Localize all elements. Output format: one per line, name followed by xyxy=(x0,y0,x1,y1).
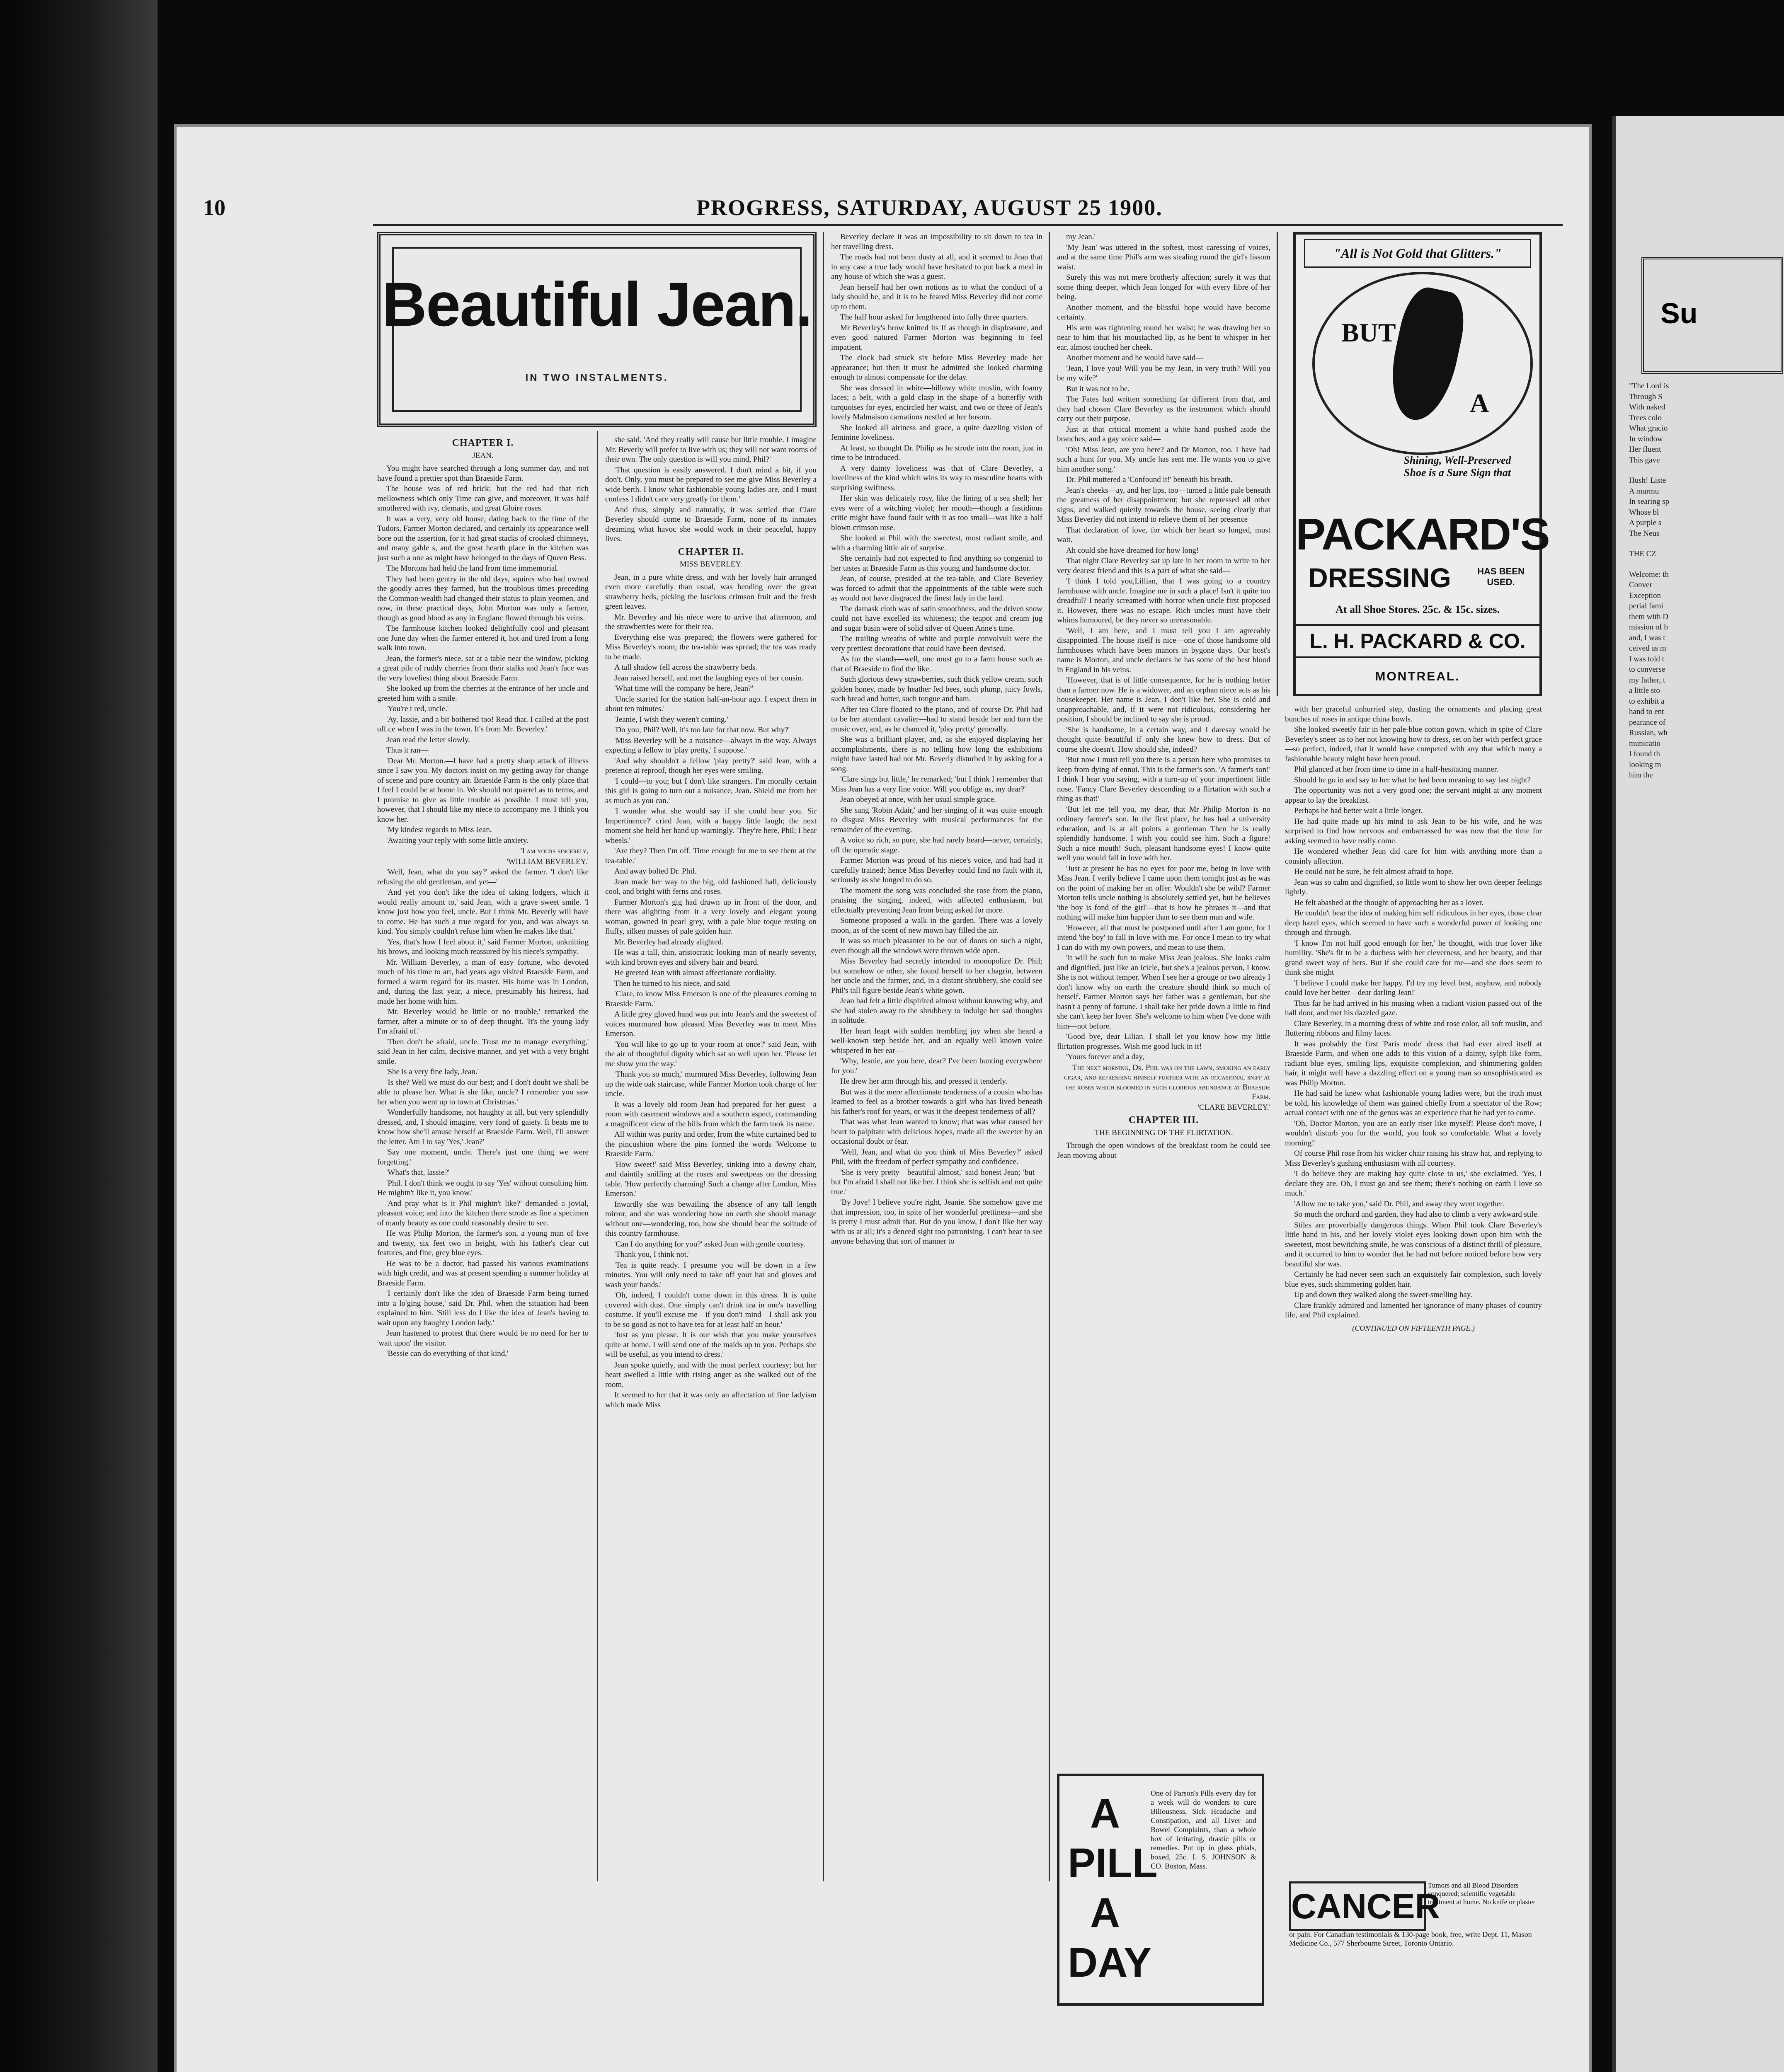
paragraph: She was dressed in white—billowy white muslin, with foamy laces; a belt, with a gold clasp in the shape of a butterfly with turquoises for eyes, encircled her waist, and two or three of Jean's lovely Malmaison carnations nestled at her bosom. xyxy=(831,383,1042,421)
paragraph: Thus far he had arrived in his musing when a radiant vision passed out of the hall door, and met his dazzled gaze. xyxy=(1285,999,1542,1017)
paragraph: 'Is she? Well we must do our best; and I don't doubt we shall be able to please her. What is she like, uncle? I remember you saw her when you went up to town at Christmas.' xyxy=(377,1078,589,1106)
paragraph: He felt abashed at the thought of approaching her as a lover. xyxy=(1294,898,1483,907)
paragraph: She was a brilliant player, and, as she enjoyed displaying her accomplishments, there is no telling how long the exhibitions might have lasted had not Mr. Beverly disturbed it by asking for a song. xyxy=(831,735,1042,773)
paragraph: Jean made her way to the big, old fashioned hall, deliciously cool, and bright with ferns and roses. xyxy=(605,877,817,896)
paragraph: Surely this was not mere brotherly affection; surely it was that some thing deeper, which Jean longed for with every fibre of her being. xyxy=(1057,273,1270,301)
paragraph: Jean raised herself, and met the laughing eyes of her cousin. xyxy=(614,673,804,683)
paragraph: to converse xyxy=(1629,665,1665,674)
paragraph: Thus it ran— xyxy=(386,746,429,755)
cancer-ad-headline: CANCER xyxy=(1289,1881,1426,1931)
paragraph: "The Lord is xyxy=(1629,382,1669,390)
paragraph: A murmu xyxy=(1629,487,1659,496)
paragraph: 'Say one moment, uncle. There's just one thing we were forgetting.' xyxy=(377,1148,589,1167)
paragraph: With naked xyxy=(1629,403,1665,411)
column-text xyxy=(831,232,1042,1247)
pill-a-day-ad xyxy=(1057,1774,1264,2006)
column-rule-3 xyxy=(1049,232,1050,1881)
story-column-5 xyxy=(1285,704,1542,1865)
paragraph: Phil glanced at her from time to time in a half-hesitating manner. xyxy=(1294,765,1498,774)
chapter-subheading: MISS BEVERLEY. xyxy=(679,560,742,569)
paragraph: 'Miss Beverley will be a nuisance—always in the way. Always expecting a fellow to 'play pretty,' I suppose.' xyxy=(605,736,817,755)
paragraph: He had quite made up his mind to ask Jean to be his wife, and he was surprised to find how nervous and embarrassed he was now that the time for asking seemed to have really come. xyxy=(1285,817,1542,845)
paragraph: with her graceful unhurried step, dusting the ornaments and placing great bunches of roses in antique china bowls. xyxy=(1285,705,1542,724)
paragraph: 'By Jove! I believe you're right, Jeanie. She somehow gave me that impression, too, in spite of her wonderful prettiness—and she is pretty I must admit that. But do you know, I don't like her way with us at all; it's a denced sight too patronising. I can't bear to see anyone behaving that sort of manner to xyxy=(831,1198,1042,1246)
letter-signature: 'WILLIAM BEVERLEY.' xyxy=(507,857,589,866)
masthead xyxy=(203,195,1571,224)
paragraph: Jean, the farmer's niece, sat at a table near the window, picking a great pile of ruddy cherries from their stalks and Jean's face was the very loveliest thing about Braeside Farm. xyxy=(377,654,589,683)
paragraph: 'But let me tell you, my dear, that Mr Philip Morton is no ordinary farmer's son. In the first place, he has had a university education, and is at all points a gentleman Then he is really splendidly handsome. I wish you could see him. Such a figure! Such a nice mouth! Such, pleasant handsome eyes! I know quite well you would fall in love with her. xyxy=(1057,805,1270,862)
paragraph: 'Yes, that's how I feel about it,' said Farmer Morton, unknitting his brows, and looking much reassured by his niece's sympathy. xyxy=(377,937,589,956)
paragraph: 'However, all that must be postponed until after I am gone, for I intend 'the boy' to fall in love with me. For once I mean to try what I can do with my own powers, and mean to use them. xyxy=(1057,923,1270,952)
paragraph: At least, so thought Dr. Philip as he strode into the room, just in time to be introduced. xyxy=(831,443,1042,462)
paragraph: What gracio xyxy=(1629,424,1668,433)
paragraph: them with D xyxy=(1629,612,1668,621)
paragraph: 'She is a very fine lady, Jean.' xyxy=(386,1067,479,1076)
paragraph: In window xyxy=(1629,434,1663,443)
paragraph: 'Do you, Phil? Well, it's too late for that now. But why?' xyxy=(614,726,790,734)
paragraph: my father, t xyxy=(1629,675,1665,685)
paragraph: Another moment and he would have said— xyxy=(1066,353,1204,362)
paragraph: His arm was tightening round her waist; he was drawing her so near to him that his moustached lip, as he bent to whisper in her ear, almost touched her cheek. xyxy=(1057,323,1270,352)
paragraph: Farmer Morton was proud of his niece's voice, and had had it carefully trained; hence Miss Beverley could find no fault with it, seriously as she longed to do so. xyxy=(831,856,1042,884)
paragraph: After tea Clare floated to the piano, and of course Dr. Phil had to be her attendant cavalier—had to stand beside her and turn the music over, and, as he chanced it, 'play pretty' generally. xyxy=(831,705,1042,733)
paragraph: The roads had not been dusty at all, and it seemed to Jean that in any case a true lady would have hesitated to put back a meal in any house of which she was a guest. xyxy=(831,253,1042,281)
paragraph: 'Ay, lassie, and a bit bothered too! Read that. I called at the post off.ce when I was in the town. It's from Mr. Beverley.' xyxy=(377,715,589,733)
ad-a: A xyxy=(1470,388,1489,418)
paragraph: Jean, in a pure white dress, and with her lovely hair arranged even more carefully than usual, was bending over the great strawberry beds, picking the luscious crimson fruit and the fresh green leaves. xyxy=(605,573,817,611)
paragraph: Farmer Morton's gig had drawn up in front of the door, and there was alighting from it a very lovely and elegant young woman, gowned in pearl grey, with a pale blue toque resting on fluffy, silken masses of pale golden hair. xyxy=(605,898,817,936)
paragraph: 'That question is easily answered. I don't mind a bit, if you don't. Only, you must be prepared to see me give Miss Beverley a wide berth. I know what fashionable young ladies are, and I must confess I didn't care very greatly for them.' xyxy=(605,465,817,503)
paragraph: Dr. Phil muttered a 'Confound it!' beneath his breath. xyxy=(1066,475,1233,484)
paragraph: Exception xyxy=(1629,591,1661,600)
paragraph: 'Clare, to know Miss Emerson is one of the pleasures coming to Braeside Farm.' xyxy=(605,990,817,1008)
paragraph: A purple s xyxy=(1629,518,1662,527)
paragraph: Trees colo xyxy=(1629,413,1662,422)
paragraph: It was probably the first 'Paris mode' dress that had ever aired itself at Braeside Farm, and when one adds to this vision of a dainty, sylph like form, radiant blue eyes, smiling lips, exquisite complexion, and shimmering golden hair, it might well have a dazzling effect on a young man so unsophisticated as was Philip Morton. xyxy=(1285,1039,1542,1087)
paragraph: It was a lovely old room Jean had prepared for her guest—a room with casement windows and a southern aspect, commanding a magnificent view of the hills from which the farm took its name. xyxy=(605,1100,817,1128)
ad-shining: Shining, Well-Preserved Shoe is a Sure Sign that xyxy=(1403,454,1511,479)
paragraph: Clare frankly admired and lamented her ignorance of many phases of country life, and Phil explained. xyxy=(1285,1301,1542,1319)
ad-maker: L. H. PACKARD & CO. xyxy=(1296,624,1539,658)
paragraph: 'Then don't be afraid, uncle. Trust me to manage everything,' said Jean in her calm, decisive manner, and yet with a very bright smile. xyxy=(377,1037,589,1066)
paragraph: Jean's cheeks—ay, and her lips, too—turned a little pale beneath the greatness of her disappointment; but she repressed all other signs, and walked quietly towards the house, seeing clearly that Miss Beverley did not intend to relieve them of her presence xyxy=(1057,486,1270,524)
paragraph: 'Awaiting your reply with some little anxiety. xyxy=(386,836,528,845)
paragraph: Through S xyxy=(1629,392,1663,401)
paragraph: A very dainty loveliness was that of Clare Beverley, a loveliness of the kind which wins its way to masculine hearts with surprising swiftness. xyxy=(831,464,1042,492)
column-text xyxy=(605,435,817,544)
paragraph: 'Thank you, I think not.' xyxy=(614,1250,690,1259)
paragraph: Jean obeyed at once, with her usual simple grace. xyxy=(840,795,996,804)
paragraph: 'Phil. I don't think we ought to say 'Yes' without consulting him. He mightn't like it, you know.' xyxy=(377,1179,589,1197)
paragraph: Stiles are proverbially dangerous things. When Phil took Clare Beverley's little hand in his, and her lovely violet eyes looking down upon him with the sweetest, most bewitching smile, he was conscious of a distinct thrill of pleasure, and it occurred to him to wonder that he had not before noticed before how very beautiful she was. xyxy=(1285,1220,1542,1268)
masthead-rule xyxy=(373,224,1563,226)
paragraph: Miss Beverley had secretly intended to monopolize Dr. Phil; but somehow or other, she found herself to her chagrin, between her uncle and the farmer, and, in a distant shrubbery, she could see Phil's tall figure beside Jean's white gown. xyxy=(831,957,1042,995)
paragraph: 'What's that, lassie?' xyxy=(386,1168,450,1177)
paragraph: Just at that critical moment a white hand pushed aside the branches, and a gay voice said— xyxy=(1057,425,1270,443)
ad-stores: At all Shoe Stores. 25c. & 15c. sizes. xyxy=(1336,603,1500,615)
paragraph: They had been gentry in the old days, squires who had owned the goodly acres they farmed, but the troublous times preceding the Common-wealth had changed their status to plain yeomen, and now, in these practical days, John Morton was only a farmer, though as good blood as any in Englanc flowed through his veins. xyxy=(377,574,589,622)
paragraph: He had said he knew what fashionable young ladies were, but the truth must be told, his knowledge of them was gained chiefly from a spectator of the Row; actual contact with one of the genus was an experience that he had yet to come. xyxy=(1285,1089,1542,1117)
letter-closing: 'I am yours sincerely, xyxy=(521,847,589,855)
paragraph: Through the open windows of the breakfast room he could see Jean moving about xyxy=(1057,1141,1270,1160)
paragraph: 'Why, Jeanie, are you here, dear? I've been hunting everywhere for you.' xyxy=(831,1057,1042,1075)
column-rule-2 xyxy=(823,232,824,1881)
paragraph: THE CZ xyxy=(1629,549,1656,558)
ad-has-been-used: HAS BEEN USED. xyxy=(1477,566,1525,587)
paragraph: 'Jeanie, I wish they weren't coming.' xyxy=(614,715,728,724)
paragraph: This gave xyxy=(1629,455,1660,465)
paragraph: Mr. William Beverley, a man of easy fortune, who devoted much of his time to art, had years ago visited Braeside Farm, and formed a warm regard for its master. His home was in London, and, during the last year, a niece, presumably his heiress, had made her home with him. xyxy=(377,958,589,1006)
pill-ad-headline: A PILL A DAY xyxy=(1068,1790,1158,1986)
column-text xyxy=(605,573,817,1410)
paragraph: Mr. Beverley and his niece were to arrive that afternoon, and the strawberries were for their tea. xyxy=(605,612,817,631)
paragraph: 'How sweet!' said Miss Beverley, sinking into a downy chair, and daintily sniffing at the roses and sweetpeas on the dressing table. 'How perfectly charming! Such a change after London, Miss Emerson.' xyxy=(605,1160,817,1198)
paragraph: The clock had struck six before Miss Beverley made her appearance; but then it must be admitted she looked charming enough to almost compensate for the delay. xyxy=(831,353,1042,382)
paragraph: Jean had felt a little dispirited almost without knowing why, and she had stolen away to the shrubbery to indulge her sad thoughts in solitude. xyxy=(831,997,1042,1025)
column-rule-1 xyxy=(597,431,598,1881)
paragraph: That night Clare Beverley sat up late in her room to write to her very dearest friend and this is a part of what she said— xyxy=(1057,557,1270,575)
column-text xyxy=(1629,381,1778,780)
adjacent-page-heading-box: Su xyxy=(1641,257,1783,374)
paragraph: 'Yours forever and a day, xyxy=(1066,1053,1144,1061)
paragraph: 'Just as you please. It is our wish that you make yourselves quite at home. I will send one of the maids up to you. Perhaps she will be useful, as you intend to dress.' xyxy=(605,1331,817,1359)
chapter-subheading: THE BEGINNING OF THE FLIRTATION. xyxy=(1094,1128,1233,1137)
paragraph: Mr Beverley's brow knitted its If as though in displeasure, and even good natured Farmer Morton was beginning to feel impatient. xyxy=(831,323,1042,352)
paragraph: And thus, simply and naturally, it was settled that Clare Beverley should come to Braeside Farm, none of its inmates dreaming what havoc she would work in their peaceful, happy lives. xyxy=(605,505,817,543)
paragraph: A little grey gloved hand was put into Jean's and the sweetest of voices murmured how pleased Miss Beverley was to meet Miss Emerson. xyxy=(605,1010,817,1038)
paragraph: municatio xyxy=(1629,739,1660,748)
paragraph: He could not be sure, he felt almost afraid to hope. xyxy=(1294,867,1454,876)
paragraph: The Fates had written something far different from that, and they had chosen Clare Beverley as the instrument which should carry out their purpose. xyxy=(1057,395,1270,423)
paragraph: 'And why shouldn't a fellow 'play pretty?' said Jean, with a pretence at reproof, though her eyes were smiling. xyxy=(605,756,817,775)
paragraph: Whose bl xyxy=(1629,508,1659,517)
ad-quote: "All is Not Gold that Glitters." xyxy=(1304,239,1531,268)
paragraph: 'You're t red, uncle.' xyxy=(386,704,449,713)
paragraph: 'And yet you don't like the idea of taking lodgers, which it would really amount to,' said Jean, with a grave sweet smile. 'I know just how you feel, uncle. But I think Mr. Beverly will have to come. He has such a true regard for you, and was always so kind. You simply couldn't refuse him when he makes like that.' xyxy=(377,888,589,936)
paragraph: 'I know I'm not half good enough for her,' he thought, with true lover like humility. 'She's fit to be a duchess with her cleverness, and her beauty, and that grand sweet way of hers. But if she could care for me—and she does seem to think she might xyxy=(1285,939,1542,977)
paragraph: Another moment, and the blissful hope would have become certainty. xyxy=(1057,303,1270,322)
paragraph: 'I do believe they are making hay quite close to us,' she exclaimed. 'Yes, I declare they are. Oh, I must go and see them; there's nothing on earth I love so much.' xyxy=(1285,1169,1542,1198)
paragraph: She sang 'Robin Adair,' and her singing of it was quite enough to disgust Miss Beverley with musical performances for the remainder of the evening. xyxy=(831,806,1042,834)
column-text xyxy=(377,464,589,1359)
paragraph: 'Dear Mr. Morton.—I have had a pretty sharp attack of illness since I saw you. My doctors insist on my getting away for change of scene and pure country air. Braeside Farm is the only place that I feel I could be at home in. We should not quarrel as to terms, and I promise to give as little trouble as possible. I must tell you, however, that I should like my niece to accompany me. I think you know her. xyxy=(377,756,589,824)
paragraph: The house was of red brick; but the red had that rich mellowness which only Time can give, and moreover, it was half smothered with ivy, clematis, and great Gloire roses. xyxy=(377,484,589,513)
paragraph: 'You will like to go up to your room at once?' said Jean, with the air of thoughtful dignity which sat so well upon her. 'Please let me show you the way.' xyxy=(605,1040,817,1068)
paragraph: 'However, that is of little consequence, for he is nothing better than a farmer now. He is a widower, and an orphan niece acts as his housekeeper. Her name is Jean. I don't like her. She is cold and unapproachable, and, if it were not ridiculous, considering her position, I should be inclined to say she is proud. xyxy=(1057,676,1270,724)
paragraph: 'Good bye, dear Lilian. I shall let you know how my little flirtation progresses. Wish me good luck in it! xyxy=(1057,1032,1270,1051)
paragraph: 'What time will the company be here, Jean?' xyxy=(614,684,753,693)
paragraph: He was to be a doctor, had passed his various examinations with high credit, and was at present spending a summer holiday at Braeside Farm. xyxy=(377,1259,589,1288)
paragraph: She looked at Phil with the sweetest, most radiant smile, and with a charming little air of surprise. xyxy=(831,534,1042,552)
paragraph: The damask cloth was of satin smoothness, and the driven snow could not have excelled its whiteness; the teapot and cream jug and sugar basin were of solid silver of Queen Anne's time. xyxy=(831,604,1042,633)
paragraph: 'Clare sings but little,' he remarked; 'but I think I remember that Miss Jean has a very fine voice. Will you oblige us, my dear?' xyxy=(831,775,1042,794)
cancer-ad-text: or pain. For Canadian testimonials & 130-page book, free, write Dept. 11, Mason Medicine Co., 577 Sherbourne Street, Toronto Ontario. xyxy=(1289,1930,1532,1947)
paragraph: He drew her arm through his, and pressed it tenderly. xyxy=(840,1077,1008,1086)
paragraph: It seemed to her that it was only an affectation of fine ladyism which made Miss xyxy=(605,1391,817,1409)
adjacent-page-column xyxy=(1629,381,1778,1881)
paragraph: 'I wonder what she would say if she could hear you. Sir Impertinence?' cried Jean, with a happy little laugh; the next moment she held her hand up warningly. 'They're here, Phil; I hear wheels.' xyxy=(605,807,817,845)
paragraph: 'She is very pretty—beautiful almost,' said honest Jean; 'but—but I'm afraid I shall not like her. I think she is selfish and not quite true.' xyxy=(831,1168,1042,1196)
paragraph: She certainly had not expected to find anything so congenial to her tastes at Braeside Farm as this young and handsome doctor. xyxy=(831,554,1042,573)
column-text xyxy=(1057,232,1270,1160)
chapter-subheading: JEAN. xyxy=(472,451,494,460)
paragraph: So much the orchard and garden, they had also to climb a very awkward stile. xyxy=(1294,1210,1539,1219)
paragraph: Hush! Liste xyxy=(1629,476,1666,485)
paragraph: He greeted Jean with almost affectionate cordiality. xyxy=(614,968,776,977)
paragraph: Her fluent xyxy=(1629,445,1661,454)
paragraph: He wondered whether Jean did care for him with anything more than a cousinly affection. xyxy=(1285,847,1542,866)
paragraph: Jean herself had her own notions as to what the conduct of a lady should be, and it is to be feared Miss Beverley did not come up to them. xyxy=(831,283,1042,311)
story-title-box xyxy=(377,232,817,427)
story-column-3 xyxy=(831,232,1042,1865)
paragraph: to exhibit a xyxy=(1629,697,1665,706)
paragraph: 'Thank you so much,' murmured Miss Beverley, following Jean up the wide oak staircase, while Farmer Morton took charge of her uncle. xyxy=(605,1070,817,1098)
paragraph: hand to ent xyxy=(1629,707,1664,716)
paragraph: my Jean.' xyxy=(1066,232,1096,241)
paragraph: 'Tea is quite ready. I presume you will be down in a few minutes. You will only need to take off your hat and gloves and wash your hands.' xyxy=(605,1261,817,1289)
paragraph: Someone proposed a walk in the garden. There was a lovely moon, as of the scent of new mown hay filled the air. xyxy=(831,916,1042,935)
paragraph: 'She is handsome, in a certain way, and I daresay would be thought quite beautiful if only she knew how to dress. But of course she doesn't. How should she, indeed? xyxy=(1057,725,1270,754)
paragraph: She looked all airiness and grace, a quite dazzling vision of feminine loveliness. xyxy=(831,423,1042,442)
paragraph: The trailing wreaths of white and purple convolvuli were the very prettiest decorations that could have been devised. xyxy=(831,634,1042,653)
paragraph: The Mortons had held the land from time immemorial. xyxy=(386,564,559,573)
paragraph: That was what Jean wanted to know; that was what caused her heart to palpitate with delicious hopes, made all the sweeter by an occasional doubt or fear. xyxy=(831,1118,1042,1146)
paragraph: He was a tall, thin, aristocratic looking man of nearly seventy, with kind brown eyes and silvery hair and beard. xyxy=(605,948,817,967)
paragraph: 'But now I must tell you there is a person here who promises to keep from dying of ennui. This is the farmer's son. 'A farmer's son!' I think I hear you saying, with a turn-up of your impertinent little nose. 'Fancy Clare Beverley descending to a flirtation with such a thing as that!' xyxy=(1057,755,1270,803)
paragraph: Certainly he had never seen such an exquisitely fair complexion, such lovely blue eyes, such shimmering golden hair. xyxy=(1285,1270,1542,1289)
paragraph: Clare Beverley, in a morning dress of white and rose color, all soft muslin, and fluttering ribbons and filmy laces. xyxy=(1285,1019,1542,1038)
ad-city: MONTREAL. xyxy=(1375,670,1460,683)
paragraph: mission of b xyxy=(1629,623,1668,632)
chapter-heading: CHAPTER II. xyxy=(678,546,744,557)
paragraph: Jean hastened to protest that there would be no need for her to 'wait upon' the visitor. xyxy=(377,1329,589,1348)
story-column-4 xyxy=(1057,232,1270,1761)
paragraph: 'Well, Jean, what do you say?' asked the farmer. 'I don't like refusing the old gentleman, and yet—' xyxy=(377,868,589,886)
paragraph: In searing sp xyxy=(1629,497,1670,506)
letter-closing: The next morning, Dr. Phil was on the lawn, smoking an early cigar, and refreshing himself further with an occasional sniff at the roses which bloomed in such glorious abundance at Braeside Farm. xyxy=(1064,1063,1270,1101)
column-rule-4 xyxy=(1277,232,1278,696)
masthead-title: PROGRESS, SATURDAY, AUGUST 25 1900. xyxy=(696,195,1163,220)
paragraph: 'Allow me to take you,' said Dr. Phil, and away they went together. xyxy=(1294,1199,1505,1208)
continued-note: (CONTINUED ON FIFTEENTH PAGE.) xyxy=(1352,1324,1475,1332)
paragraph: she said. 'And they really will cause but little trouble. I imagine Mr. Beverly will prefer to live with us; they will not want rooms of their own. The only question is will you mind, Phil?' xyxy=(605,436,817,464)
scan-margin-left xyxy=(0,0,158,2072)
paragraph: The farmhouse kitchen looked delightfully cool and pleasant one June day when the farmer entered it, hot and tired from a long walk into town. xyxy=(377,624,589,652)
paragraph: 'I believe I could make her happy. I'd try my level best, anyhow, and nobody could love her better—dear darling Jean!' xyxy=(1285,978,1542,997)
paragraph: 'Can I do anything for you?' asked Jean with gentle courtesy. xyxy=(614,1239,805,1249)
story-column-1 xyxy=(377,435,589,1865)
paragraph: That declaration of love, for which her heart so longed, must wait. xyxy=(1057,525,1270,544)
column-text xyxy=(1285,704,1542,1333)
paragraph: 'Oh, indeed, I couldn't come down in this dress. It is quite covered with dust. One simply can't drink tea in one's travelling costume. If you'll excuse me—if you don't mind—I shall ask you to be so good as not to have tea for at least half an hour.' xyxy=(605,1291,817,1329)
paragraph: a little sto xyxy=(1629,686,1660,695)
story-column-2 xyxy=(605,435,817,1865)
paragraph: 'Just at present he has no eyes for poor me, being in love with Miss Jean. I verily believe I came upon them tonight just as he was on the point of making her an offer. Wouldn't she be wild? Farmer Morton tells uncle nothing is absolutely settled yet, but he believes 'the boy is fond of the girl'—that is how he phrases it—and that nothing will make him happier than to see them man and wife. xyxy=(1057,864,1270,922)
chapter-heading: CHAPTER I. xyxy=(452,438,514,448)
pill-ad-text: One of Parson's Pills every day for a week will do wonders to cure Biliousness, Sick Headache and Constipation, and all Liver and Bowel Complaints, than a whole box of irritating, drastic pills or remedies. Put up in glass phials, boxed, 25c. I. S. JOHNSON & CO. Boston, Mass. xyxy=(1151,1789,1256,1870)
paragraph: The half hour asked for lengthened into fully three quarters. xyxy=(840,313,1029,322)
paragraph: Up and down they walked along the sweet-smelling hay. xyxy=(1294,1290,1472,1299)
letter-signature: 'CLARE BEVERLEY.' xyxy=(1197,1103,1270,1112)
paragraph: I found th xyxy=(1629,750,1660,758)
paragraph: looking m xyxy=(1629,760,1661,769)
paragraph: him the xyxy=(1629,771,1653,779)
paragraph: Her heart leapt with sudden trembling joy when she heard a well-known step beside her, and an equally well known voice whispered in her ear— xyxy=(831,1026,1042,1055)
paragraph: Russian, wh xyxy=(1629,729,1668,737)
paragraph: All within was purity and order, from the white curtained bed to the pincushion where the pins formed the words 'Welcome to Braeside Farm.' xyxy=(605,1130,817,1158)
paragraph: 'Jean, I love you! Will you be my Jean, in very truth? Will you be my wife?' xyxy=(1057,364,1270,382)
paragraph: 'Oh! Miss Jean, are you here? and Dr Morton, too. I have had such a hunt for you. My uncle has sent me. He wants you to give him another song.' xyxy=(1057,445,1270,474)
paragraph: She looked up from the cherries at the entrance of her uncle and greeted him with a smile. xyxy=(377,684,589,703)
paragraph: 'I certainly don't like the idea of Braeside Farm being turned into a lo'ging house,' said Dr. Phil. when the situation had been explained to him. 'Still less do I like the idea of Jean's having to wait upon any haughty London lady.' xyxy=(377,1289,589,1327)
chapter-heading: CHAPTER III. xyxy=(1128,1115,1199,1126)
paragraph: I was told t xyxy=(1629,654,1664,663)
paragraph: Jean was so calm and dignified, so little wont to show her own deeper feelings lightly. xyxy=(1285,878,1542,896)
paragraph: Conver xyxy=(1629,581,1652,589)
paragraph: pearance of xyxy=(1629,718,1666,727)
paragraph: Everything else was prepared; the flowers were gathered for Miss Beverley's room; the tea-table was spread; the tea was ready to be made. xyxy=(605,633,817,661)
paragraph: Her skin was delicately rosy, like the lining of a sea shell; her eyes were of a witching violet; her mouth—though a fastidious critic might have found fault with it as too small—was like a half blown crimson rose. xyxy=(831,494,1042,532)
paragraph: Ah could she have dreamed for how long! xyxy=(1066,546,1199,555)
paragraph: Jean read the letter slowly. xyxy=(386,735,470,744)
paragraph: It was a very, very old house, dating back to the time of the Tudors, Farmer Morton declared, and certainly its appearance well bore out the assertion, for it had great stacks of crooked chimneys, and many gable s, and the great hearth place in the kitchen was just such a one as might have belonged to the days of Queen Bess. xyxy=(377,514,589,562)
paragraph: Should he go in and say to her what he had been meaning to say last night? xyxy=(1294,775,1531,784)
paragraph: Beverley declare it was an impossibility to sit down to tea in her travelling dress. xyxy=(831,232,1042,251)
paragraph: You might have searched through a long summer day, and not have found a prettier spot than Braeside Farm. xyxy=(377,464,589,483)
story-title: Beautiful Jean. xyxy=(382,269,812,339)
paragraph: Jean spoke quietly, and with the most perfect courtesy; but her heart swelled a little with rising anger as she walked out of the room. xyxy=(605,1360,817,1389)
paragraph: 'My Jean' was uttered in the softest, most caressing of voices, and at the same time Phil's arm was stealing round the girl's lissom waist. xyxy=(1057,243,1270,271)
paragraph: perial fami xyxy=(1629,602,1663,610)
paragraph: Perhaps he had better wait a little longer. xyxy=(1294,806,1423,815)
ad-brand: PACKARD'S xyxy=(1296,509,1549,559)
paragraph: 'Uncle started for the station half-an-hour ago. I expect them in about ten minutes.' xyxy=(605,695,817,713)
paragraph: Mr. Beverley had already alighted. xyxy=(614,937,724,946)
paragraph: Jean, of course, presided at the tea-table, and Clare Beverley was forced to admit that the appointments of the table were such as would not have disgraced the finest lady in the land. xyxy=(831,574,1042,603)
cancer-ad xyxy=(1285,1881,1542,1952)
paragraph: 'And pray what is it Phil mightn't like?' demanded a jovial, pleasant voice; and into the kitchen there strode as fine a specimen of manly beauty as one could reasonably desire to see. xyxy=(377,1199,589,1227)
paragraph: A tall shadow fell across the strawberry beds. xyxy=(614,663,758,672)
paragraph: 'Wonderfully handsome, not haughty at all, but very splendidly dressed, and, I should imagine, very fond of gaiety. It beats me to know how she'll amuse herself at Braeside Farm. Well, I'll answer the letter. Am I to say 'Yes,' Jean?' xyxy=(377,1108,589,1146)
paragraph: A voice so rich, so pure, she had rarely heard—never, certainly, off the operatic stage. xyxy=(831,836,1042,854)
paragraph: 'Well, Jean, and what do you think of Miss Beverley?' asked Phil, with the freedom of perfect sympathy and confidence. xyxy=(831,1147,1042,1166)
ad-but: BUT xyxy=(1341,318,1396,347)
paragraph: But it was not to be. xyxy=(1066,384,1130,393)
story-instalments: IN TWO INSTALMENTS. xyxy=(525,372,669,383)
paragraph: 'Mr. Beverley would be little or no trouble,' remarked the farmer, after a minute or so of deep thought. 'It's the young lady I'm afraid of.' xyxy=(377,1007,589,1036)
paragraph: 'Oh, Doctor Morton, you are an early riser like myself! Please don't move, I wouldn't disturb you for the world, you look so comfortable. What a lovely morning!' xyxy=(1285,1119,1542,1147)
paragraph: 'Are they? Then I'm off. Time enough for me to see them at the tea-table.' xyxy=(605,847,817,865)
paragraph: But was it the mere affectionate tenderness of a cousin who has learned to feel as a brother towards a girl who has lived beneath his father's roof for years, or was it the deepest tenderness of all? xyxy=(831,1087,1042,1116)
paragraph: 'I think I told you,Lillian, that I was going to a country farmhouse with uncle. Imagine me in such a place! Isn't it quite too dreadful? I nearly screamed with horror when uncle first proposed it. However, there was no escape. Rich uncles must have their whims humoured, be they never so unreasonable. xyxy=(1057,577,1270,625)
paragraph: 'Well, I am here, and I must tell you I am agreeably disappointed. The house itself is nice—one of those handsome old farmhouses which have been manors in bygone days. Our host's name is Morton, and uncle declares he has some of the best blood in England in his veins. xyxy=(1057,626,1270,674)
paragraph: He was Philip Morton, the farmer's son, a young man of five and twenty, six feet two in height, with his father's clear cut features, and fine, grey blue eyes. xyxy=(377,1229,589,1257)
paragraph: The Neus xyxy=(1629,529,1660,538)
paragraph: It was so much pleasanter to be out of doors on such a night, even though all the windows were thrown wide open. xyxy=(831,937,1042,955)
paragraph: The opportunity was not a very good one; the servant might at any moment appear to lay the breakfast. xyxy=(1285,786,1542,805)
packards-dressing-ad xyxy=(1293,232,1549,696)
paragraph: As for the viands—well, one must go to a farm house such as that of Braeside to find the like. xyxy=(831,655,1042,673)
paragraph: 'It will be such fun to make Miss Jean jealous. She looks calm and dignified, just like an icicle, but she's a jealous person, I know. She is not without temper. When I see her a grouge or two already I don't know why on earth the creature should think so much of herself. Farmer Morton says her father was a gentleman, but she hasn't a penny of fortune. I shall take her pride down a little to find she can't keep her lover. She's welcome to him when I've done with him—not before. xyxy=(1057,954,1270,1031)
paragraph: Inwardly she was bewailing the absence of any tall length mirror, and she was wondering how on earth she should manage without one—wondering, too, how she should bear the solitude of this country farmhouse. xyxy=(605,1200,817,1238)
paragraph: Welcome: th xyxy=(1629,570,1669,579)
page-number: 10 xyxy=(203,195,225,220)
paragraph: The moment the song was concluded she rose from the piano, praising the singing, indeed, with affected enthusiasm, but effectually preventing Jean from being asked for more. xyxy=(831,886,1042,915)
paragraph: She looked sweetly fair in her pale-blue cotton gown, which in spite of Clare Beverley's sneer as to her not knowing how to dress, set on her with perfect grace—so perfect, indeed, that it would have competed with any that which many a fashionable beauty might have been proud. xyxy=(1285,725,1542,763)
paragraph: Then he turned to his niece, and said— xyxy=(614,979,738,988)
paragraph: Of course Phil rose from his wicker chair raising his straw hat, and replying to Miss Beverley's gushing enthusiasm with all courtesy. xyxy=(1285,1149,1542,1168)
paragraph: 'I could—to you; but I don't like strangers. I'm morally certain this girl is going to turn out a nuisance, Jean. Shield me from her as much as you can.' xyxy=(605,777,817,805)
ad-dressing: DRESSING xyxy=(1308,562,1451,593)
paragraph: 'Bessie can do everything of that kind,' xyxy=(386,1349,509,1358)
paragraph: 'My kindest regards to Miss Jean. xyxy=(386,825,492,834)
paragraph: and, I was t xyxy=(1629,633,1665,642)
paragraph: ceived as m xyxy=(1629,644,1666,653)
cancer-ad-side-text: Tumors and all Blood Disorders conquered; scientific vegetable treatment at home. No knife or plaster xyxy=(1428,1881,1536,1906)
paragraph: Such glorious dewy strawberries, such thick yellow cream, such golden honey, made by heather fed bees, such plump, juicy fowls, such bread and butter, such tongue and ham. xyxy=(831,675,1042,703)
paragraph: And away bolted Dr. Phil. xyxy=(614,867,697,876)
paragraph: He couldn't bear the idea of making him self ridiculous in her eyes, those clear deep hazel eyes, which seemed to have such a wonderful power of looking one through and through. xyxy=(1285,909,1542,937)
